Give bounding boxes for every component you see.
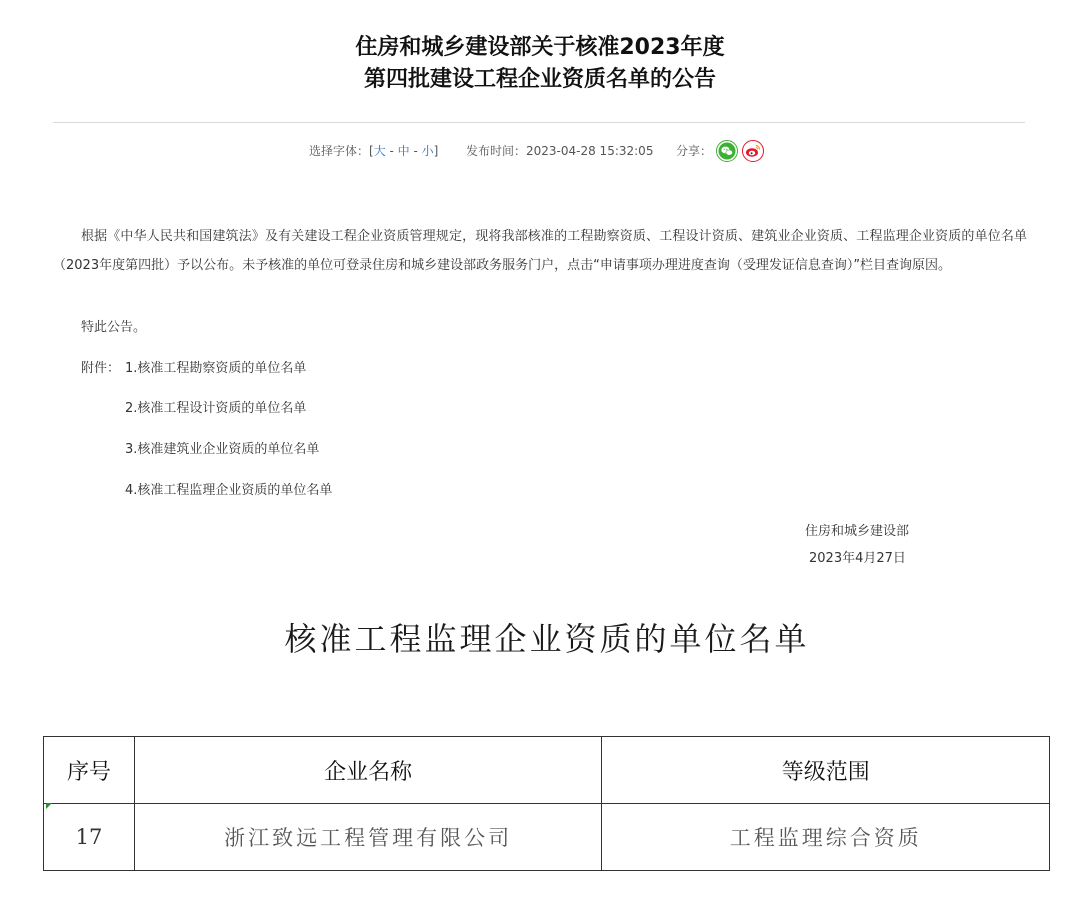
signature-date: 2023年4月27日: [809, 551, 906, 566]
title-divider: [53, 122, 1025, 123]
table-header-row: [44, 737, 1050, 804]
announcement-body: 根据《中华人民共和国建筑法》及有关建设工程企业资质管理规定，现将我部核准的工程勘察资质、工程设计资质、建筑业企业资质、工程监理企业资质的单位名单（2023年度第四批）予以公布。未予核准的单位可登录住房和城乡建设部政务服务门户，点击“申请事项办理进度查询（受理发证信息查询）”栏目查询原因。: [53, 229, 1027, 273]
cell-index: 17: [44, 804, 135, 871]
attachment-label: 附件：: [81, 361, 121, 376]
cell-grade: 工程监理综合资质: [602, 804, 1050, 871]
header-index: 序号: [44, 737, 135, 804]
cell-corner-marker: [46, 803, 52, 809]
attachment-item-4[interactable]: 4.核准工程监理企业资质的单位名单: [125, 483, 333, 498]
notice-text: 特此公告。: [81, 320, 147, 335]
font-large-link[interactable]: 大: [373, 144, 386, 158]
font-medium-link[interactable]: 中: [397, 144, 410, 158]
font-size-selector: [309, 140, 438, 162]
share-bar: [676, 140, 764, 162]
font-select-end: ]: [433, 144, 439, 158]
article-title: [0, 32, 1080, 96]
article-meta-bar: [0, 140, 1080, 162]
font-separator: -: [385, 144, 398, 158]
list-title: 核准工程监理企业资质的单位名单: [284, 620, 810, 658]
font-small-link[interactable]: 小: [421, 144, 434, 158]
publish-time: 发布时间：2023-04-28 15:32:05: [466, 144, 654, 158]
table-row: [44, 804, 1050, 871]
attachment-item-1[interactable]: 1.核准工程勘察资质的单位名单: [125, 361, 307, 376]
weibo-icon[interactable]: [742, 140, 764, 162]
title-line-1: 住房和城乡建设部关于核准2023年度: [355, 35, 725, 60]
attachment-item-2[interactable]: 2.核准工程设计资质的单位名单: [125, 401, 307, 416]
wechat-icon[interactable]: [716, 140, 738, 162]
header-company: 企业名称: [134, 737, 602, 804]
cell-company: 浙江致远工程管理有限公司: [134, 804, 602, 871]
attachment-item-3[interactable]: 3.核准建筑业企业资质的单位名单: [125, 442, 320, 457]
signature-org: 住房和城乡建设部: [805, 524, 910, 539]
title-line-2: 第四批建设工程企业资质名单的公告: [363, 67, 716, 92]
font-select-label: 选择字体：[: [309, 144, 374, 158]
header-grade: 等级范围: [602, 737, 1050, 804]
share-label: 分享：: [676, 144, 713, 158]
qualification-table: [43, 736, 1050, 871]
font-separator: -: [409, 144, 422, 158]
